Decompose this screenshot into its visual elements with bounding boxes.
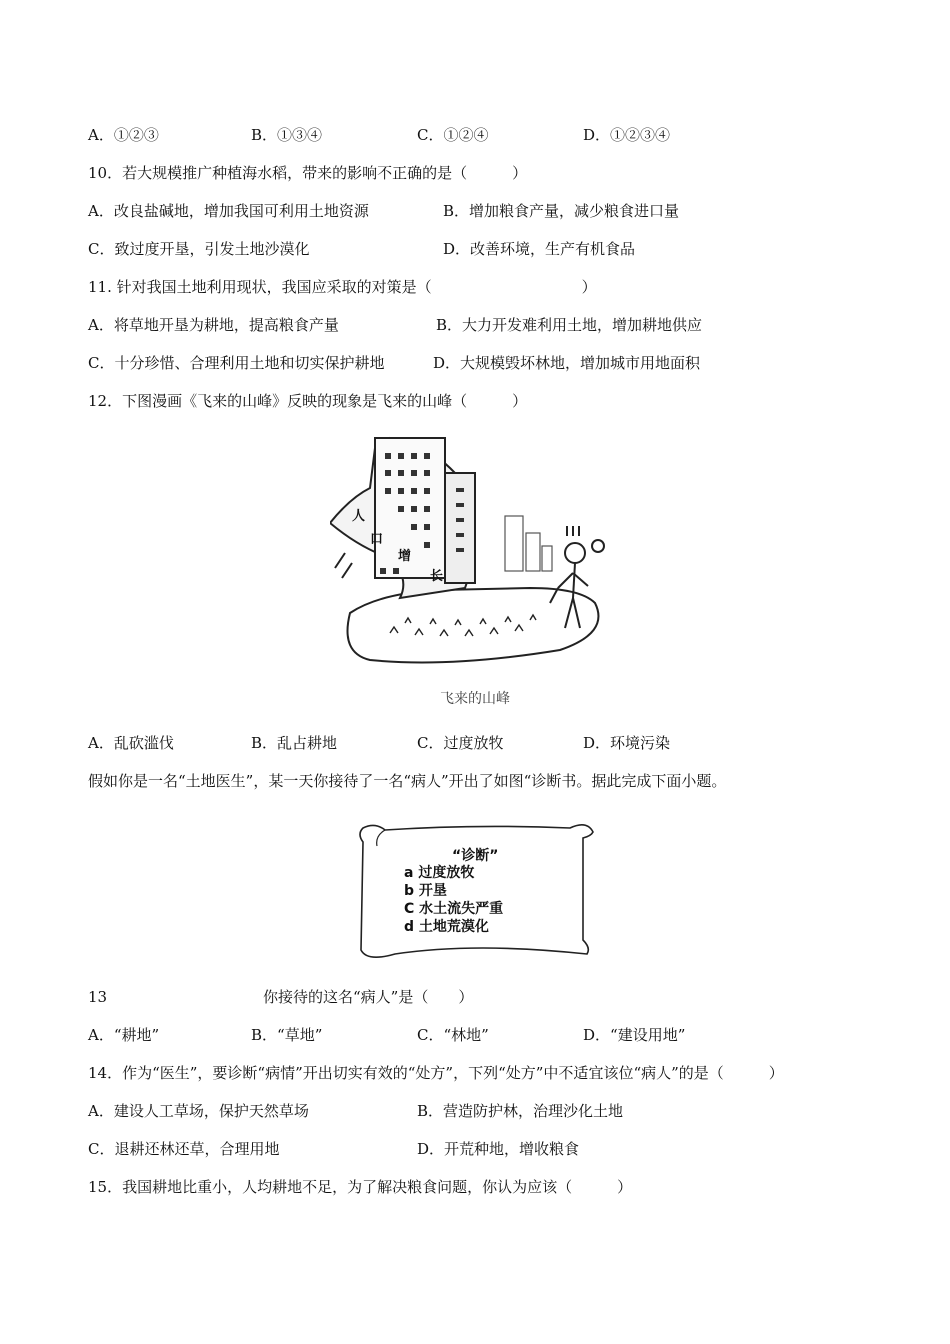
diagnosis-item-d: d 土地荒漠化 bbox=[404, 919, 489, 935]
q9-option-d: D．①②③④ bbox=[583, 126, 671, 144]
q10-stem: 10．若大规模推广种植海水稻，带来的影响不正确的是（ ） bbox=[88, 164, 528, 182]
cartoon-flying-mountain bbox=[330, 428, 620, 718]
q13-option-c: C．“林地” bbox=[417, 1026, 489, 1044]
scenario-intro: 假如你是一名“土地医生”，某一天你接待了一名“病人”开出了如图“诊断书。据此完成下面小题。 bbox=[88, 772, 727, 790]
q12-option-b: B．乱占耕地 bbox=[251, 734, 338, 752]
diagnosis-title: “诊断” bbox=[452, 848, 499, 864]
diagnosis-scroll bbox=[355, 822, 600, 962]
q13-number: 13 bbox=[88, 988, 108, 1006]
q13-option-a: A．“耕地” bbox=[88, 1026, 160, 1044]
q11-option-b: B．大力开发难利用土地，增加耕地供应 bbox=[436, 316, 703, 334]
diagnosis-item-c: C 水土流失严重 bbox=[404, 901, 504, 917]
q12-stem: 12．下图漫画《飞来的山峰》反映的现象是飞来的山峰（ ） bbox=[88, 392, 528, 410]
q14-option-b: B．营造防护林，治理沙化土地 bbox=[417, 1102, 624, 1120]
q11-option-a: A．将草地开垦为耕地，提高粮食产量 bbox=[88, 316, 339, 334]
diagnosis-item-a: a 过度放牧 bbox=[404, 865, 475, 881]
q13-option-b: B．“草地” bbox=[251, 1026, 323, 1044]
q10-option-a: A．改良盐碱地，增加我国可利用土地资源 bbox=[88, 202, 369, 220]
q10-option-c: C．致过度开垦，引发土地沙漠化 bbox=[88, 240, 310, 258]
q9-option-b: B．①③④ bbox=[251, 126, 323, 144]
cartoon-char-3: 增 bbox=[398, 549, 412, 564]
cartoon-char-2: 口 bbox=[370, 532, 384, 547]
q13-stem: 你接待的这名“病人”是（ ） bbox=[263, 988, 474, 1006]
q14-option-d: D．开荒种地，增收粮食 bbox=[417, 1140, 580, 1158]
q14-option-c: C．退耕还林还草，合理用地 bbox=[88, 1140, 280, 1158]
q15-stem: 15．我国耕地比重小，人均耕地不足，为了解决粮食问题，你认为应该（ ） bbox=[88, 1178, 633, 1196]
q12-option-d: D．环境污染 bbox=[583, 734, 671, 752]
q9-option-a: A．①②③ bbox=[88, 126, 159, 144]
q12-option-a: A．乱砍滥伐 bbox=[88, 734, 174, 752]
q12-option-c: C．过度放牧 bbox=[417, 734, 504, 752]
diagnosis-item-b: b 开垦 bbox=[404, 883, 447, 899]
cartoon-caption: 飞来的山峰 bbox=[440, 691, 510, 707]
q10-option-b: B．增加粮食产量，减少粮食进口量 bbox=[443, 202, 680, 220]
q14-option-a: A．建设人工草场，保护天然草场 bbox=[88, 1102, 309, 1120]
q14-stem: 14．作为“医生”，要诊断“病情”开出切实有效的“处方”，下列“处方”中不适宜该位“病人”的是（ ） bbox=[88, 1064, 784, 1082]
cartoon-char-4: 长 bbox=[430, 569, 444, 584]
cartoon-char-1: 人 bbox=[352, 509, 366, 524]
q11-stem: 11. 针对我国土地利用现状，我国应采取的对策是（ ） bbox=[88, 278, 597, 296]
q11-option-c: C．十分珍惜、合理利用土地和切实保护耕地 bbox=[88, 354, 385, 372]
q11-option-d: D．大规模毁坏林地，增加城市用地面积 bbox=[433, 354, 701, 372]
q10-option-d: D．改善环境，生产有机食品 bbox=[443, 240, 636, 258]
q9-option-c: C．①②④ bbox=[417, 126, 489, 144]
q13-option-d: D．“建设用地” bbox=[583, 1026, 686, 1044]
